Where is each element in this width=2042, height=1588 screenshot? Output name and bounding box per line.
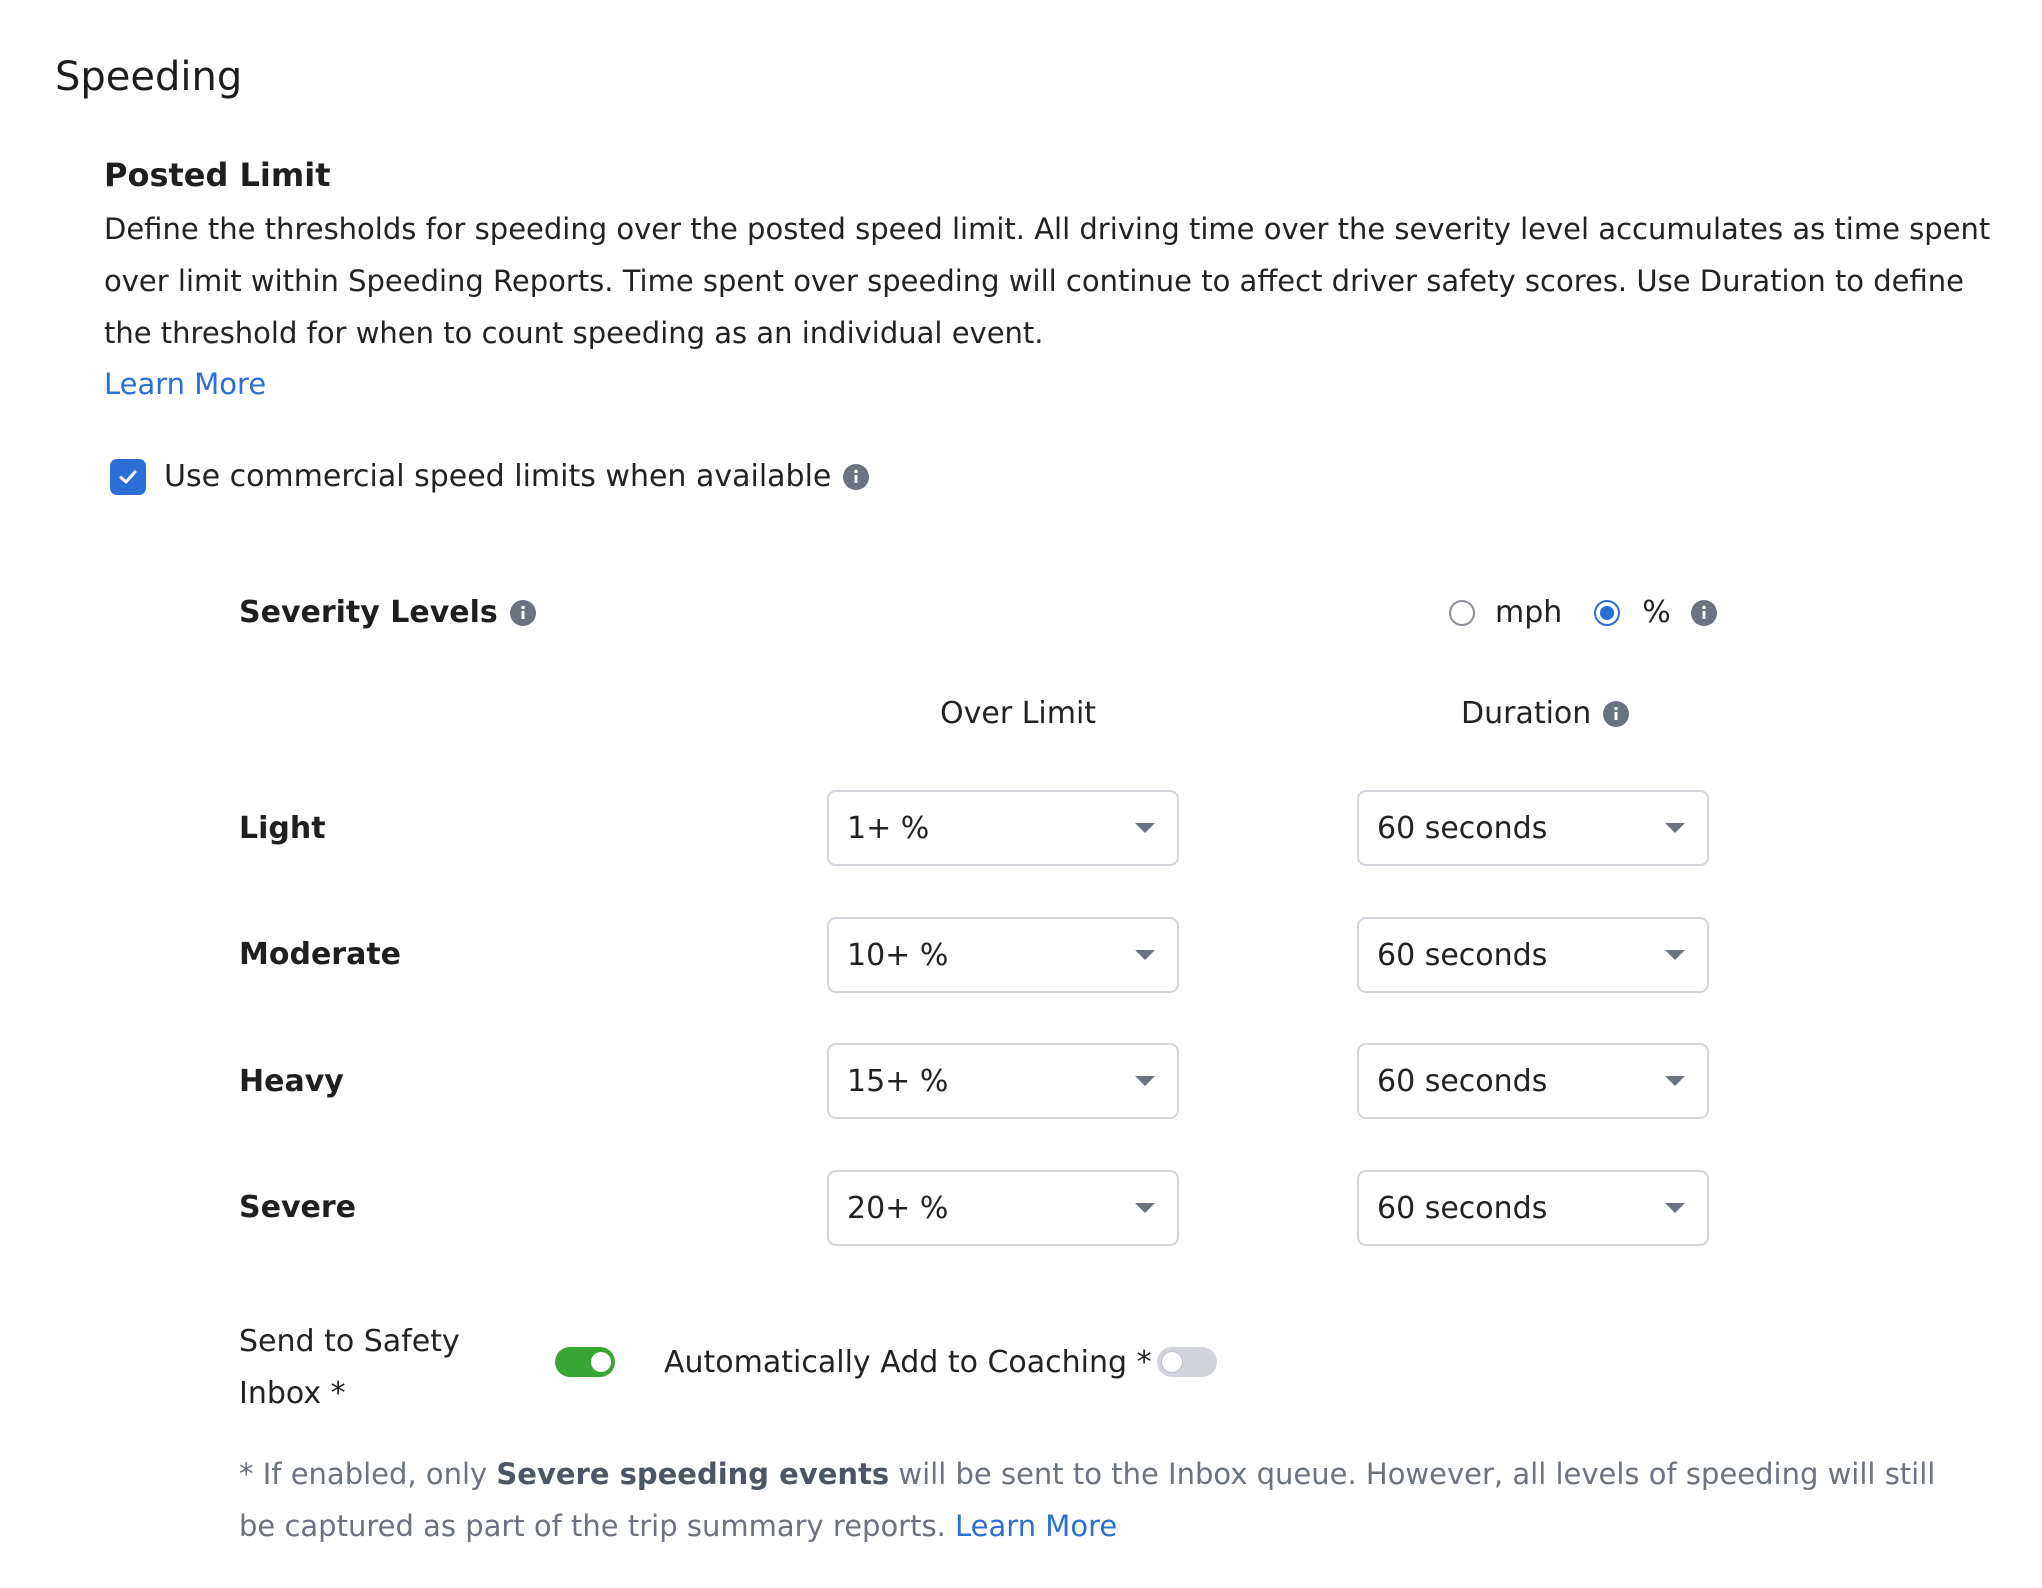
select-value: 1+ % [847,810,930,846]
chevron-down-icon [1135,823,1155,833]
info-icon[interactable] [1691,600,1717,626]
over-limit-select-heavy[interactable] [827,1043,1179,1119]
duration-select-severe[interactable] [1357,1170,1709,1246]
footnote-bold: Severe speeding events [496,1457,890,1491]
severity-level-label: Light [239,811,326,846]
over-limit-select-severe[interactable] [827,1170,1179,1246]
safety-inbox-toggle[interactable] [555,1347,615,1377]
select-value: 60 seconds [1377,810,1548,846]
unit-label-mph: mph [1495,595,1563,630]
chevron-down-icon [1665,1203,1685,1213]
coaching-label: Automatically Add to Coaching * [664,1345,1152,1380]
toggle-knob [591,1352,611,1372]
severity-levels-label: Severity Levels [239,595,498,630]
safety-inbox-label-line2: Inbox * [239,1376,346,1411]
select-value: 10+ % [847,937,949,973]
duration-select-moderate[interactable] [1357,917,1709,993]
over-limit-select-moderate[interactable] [827,917,1179,993]
posted-limit-description: Define the thresholds for speeding over the posted speed limit. All driving time over the severity level accumulates as time spent over limit within Speeding Reports. Time spent over speeding will continue to affect driver safety scores. Use Duration to define the threshold for when to count speeding as an individual event. [104,212,1991,350]
checkmark-icon [116,465,140,489]
commercial-limits-checkbox[interactable] [110,459,146,495]
chevron-down-icon [1135,1076,1155,1086]
safety-inbox-label-line1: Send to Safety [239,1324,460,1359]
unit-label-percent: % [1642,595,1671,630]
commercial-limits-label: Use commercial speed limits when available [164,459,832,494]
column-header-duration: Duration [1461,696,1592,731]
footnote-suffix: will be sent to the Inbox queue. However, all levels of speeding will still be captured as part of the trip summary reports. [239,1457,1936,1543]
info-icon[interactable] [510,600,536,626]
select-value: 60 seconds [1377,1190,1548,1226]
footnote-learn-more-link[interactable]: Learn More [955,1509,1118,1543]
coaching-toggle[interactable] [1157,1347,1217,1377]
chevron-down-icon [1135,1203,1155,1213]
chevron-down-icon [1135,950,1155,960]
footnote-prefix: * If enabled, only [239,1457,497,1491]
learn-more-link[interactable]: Learn More [104,367,267,401]
severity-level-label: Severe [239,1190,356,1225]
section-title-posted-limit: Posted Limit [104,156,331,194]
severity-level-label: Moderate [239,937,402,972]
severity-level-label: Heavy [239,1064,344,1099]
duration-select-light[interactable] [1357,790,1709,866]
duration-select-heavy[interactable] [1357,1043,1709,1119]
unit-radio-mph[interactable] [1449,600,1475,626]
unit-radio-percent[interactable] [1594,600,1620,626]
over-limit-select-light[interactable] [827,790,1179,866]
select-value: 60 seconds [1377,937,1548,973]
chevron-down-icon [1665,950,1685,960]
chevron-down-icon [1665,1076,1685,1086]
select-value: 15+ % [847,1063,949,1099]
column-header-over-limit: Over Limit [940,696,1097,731]
page-title: Speeding [55,54,243,100]
info-icon[interactable] [843,464,869,490]
footnote [239,1448,1979,1552]
toggle-knob [1162,1352,1182,1372]
info-icon[interactable] [1603,701,1629,727]
select-value: 20+ % [847,1190,949,1226]
select-value: 60 seconds [1377,1063,1548,1099]
chevron-down-icon [1665,823,1685,833]
